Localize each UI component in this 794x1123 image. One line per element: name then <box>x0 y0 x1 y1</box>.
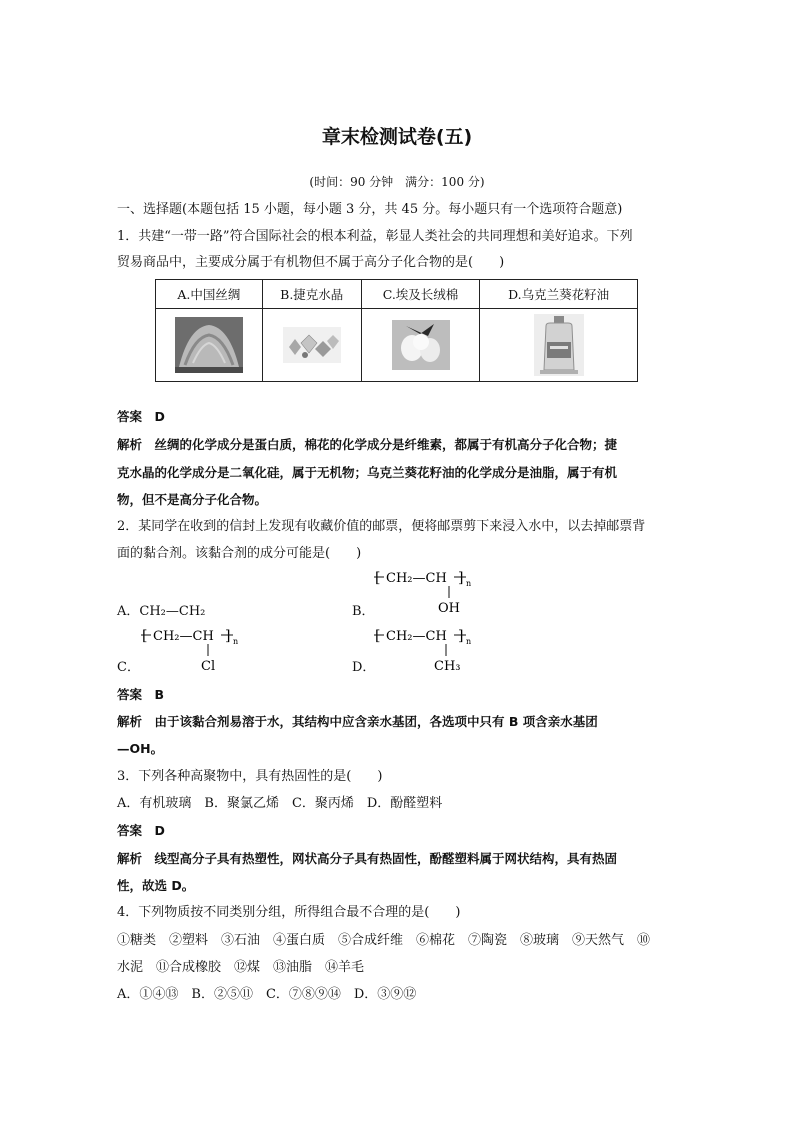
bracket-left: [ <box>375 570 381 586</box>
q1-explanation-line2: 克水晶的化学成分是二氧化硅，属于无机物；乌克兰葵花籽油的化学成分是油脂，属于有机 <box>117 465 618 480</box>
q2-b-substituent: OH <box>438 601 460 616</box>
q2-option-c-structure <box>141 624 251 676</box>
svg-text:[: [ <box>142 628 148 644</box>
q1-option-a: A.中国丝绸 <box>156 280 263 309</box>
page-title: 章末检测试卷(五) <box>321 126 473 148</box>
q4-options: A．①④⑬ B．②⑤⑪ C．⑦⑧⑨⑭ D．③⑨⑫ <box>117 987 417 1002</box>
q2-c-n: n <box>233 637 239 646</box>
section-heading: 一、选择题(本题包括 15 小题，每小题 3 分，共 45 分。每小题只有一个选项符合题意) <box>117 202 623 217</box>
bracket-right: ] <box>458 570 464 586</box>
q2-option-a-label: A． <box>117 604 140 619</box>
q4-items-line2: 水泥 ⑪合成橡胶 ⑫煤 ⑬油脂 ⑭羊毛 <box>117 960 365 975</box>
q3-explanation-line1: 解析 线型高分子具有热塑性，网状高分子具有热固性，酚醛塑料属于网状结构，具有热固 <box>117 851 618 866</box>
q2-c-chain: CH₂—CH <box>153 629 214 644</box>
q1-explanation-line1: 解析 丝绸的化学成分是蛋白质，棉花的化学成分是纤维素，都属于有机高分子化合物；捷 <box>117 437 618 452</box>
q2-b-chain: CH₂—CH <box>386 571 447 586</box>
exam-info: (时间：90 分钟 满分：100 分) <box>309 175 485 189</box>
q4-stem: 4．下列物质按不同类别分组，所得组合最不合理的是( ) <box>117 905 461 920</box>
oil-bottle-image <box>534 314 584 376</box>
q2-option-b-structure <box>374 566 484 618</box>
q3-answer: 答案 D <box>117 823 165 838</box>
q1-option-b: B.捷克水晶 <box>262 280 361 309</box>
q1-option-c: C.埃及长绒棉 <box>361 280 479 309</box>
q1-options-table <box>155 279 638 382</box>
q2-b-n: n <box>466 579 472 588</box>
q2-explanation-line1: 解析 由于该黏合剂易溶于水，其结构中应含亲水基团，各选项中只有 B 项含亲水基团 <box>117 714 598 729</box>
q2-stem-line2: 面的黏合剂。该黏合剂的成分可能是( ) <box>117 546 362 561</box>
svg-text:[: [ <box>375 628 381 644</box>
silk-image <box>175 317 243 373</box>
q1-explanation-line3: 物，但不是高分子化合物。 <box>117 492 268 507</box>
q2-c-substituent: Cl <box>201 659 216 674</box>
q3-explanation-line2: 性，故选 D。 <box>117 878 195 893</box>
svg-text:]: ] <box>458 628 464 644</box>
q1-option-d: D.乌克兰葵花籽油 <box>480 280 638 309</box>
q3-options: A．有机玻璃 B．聚氯乙烯 C．聚丙烯 D．酚醛塑料 <box>117 796 443 811</box>
svg-text:]: ] <box>225 628 231 644</box>
cotton-image <box>392 320 450 370</box>
q2-explanation-line2: —OH。 <box>117 741 164 756</box>
q1-stem-line2: 贸易商品中，主要成分属于有机物但不属于高分子化合物的是( ) <box>117 255 505 270</box>
q2-option-d-label: D． <box>352 660 376 675</box>
q2-option-b-label: B． <box>352 604 375 619</box>
q2-d-chain: CH₂—CH <box>386 629 447 644</box>
q2-option-d-structure <box>374 624 484 676</box>
q2-d-substituent: CH₃ <box>434 659 461 674</box>
q2-d-n: n <box>466 637 472 646</box>
q2-option-c-label: C． <box>117 660 140 675</box>
q2-option-a <box>117 603 205 620</box>
q1-answer: 答案 D <box>117 409 165 424</box>
q2-answer: 答案 B <box>117 687 165 702</box>
q2-stem-line1: 2．某同学在收到的信封上发现有收藏价值的邮票，便将邮票剪下来浸入水中，以去掉邮票背 <box>117 519 646 534</box>
q2-option-a-formula: CH₂—CH₂ <box>139 604 206 619</box>
q3-stem: 3．下列各种高聚物中，具有热固性的是( ) <box>117 769 383 784</box>
crystal-image <box>283 327 341 363</box>
q4-items-line1: ①糖类 ②塑料 ③石油 ④蛋白质 ⑤合成纤维 ⑥棉花 ⑦陶瓷 ⑧玻璃 ⑨天然气 ⑩ <box>117 933 651 948</box>
q1-stem-line1: 1．共建“一带一路”符合国际社会的根本利益，彰显人类社会的共同理想和美好追求。下列 <box>117 229 633 244</box>
